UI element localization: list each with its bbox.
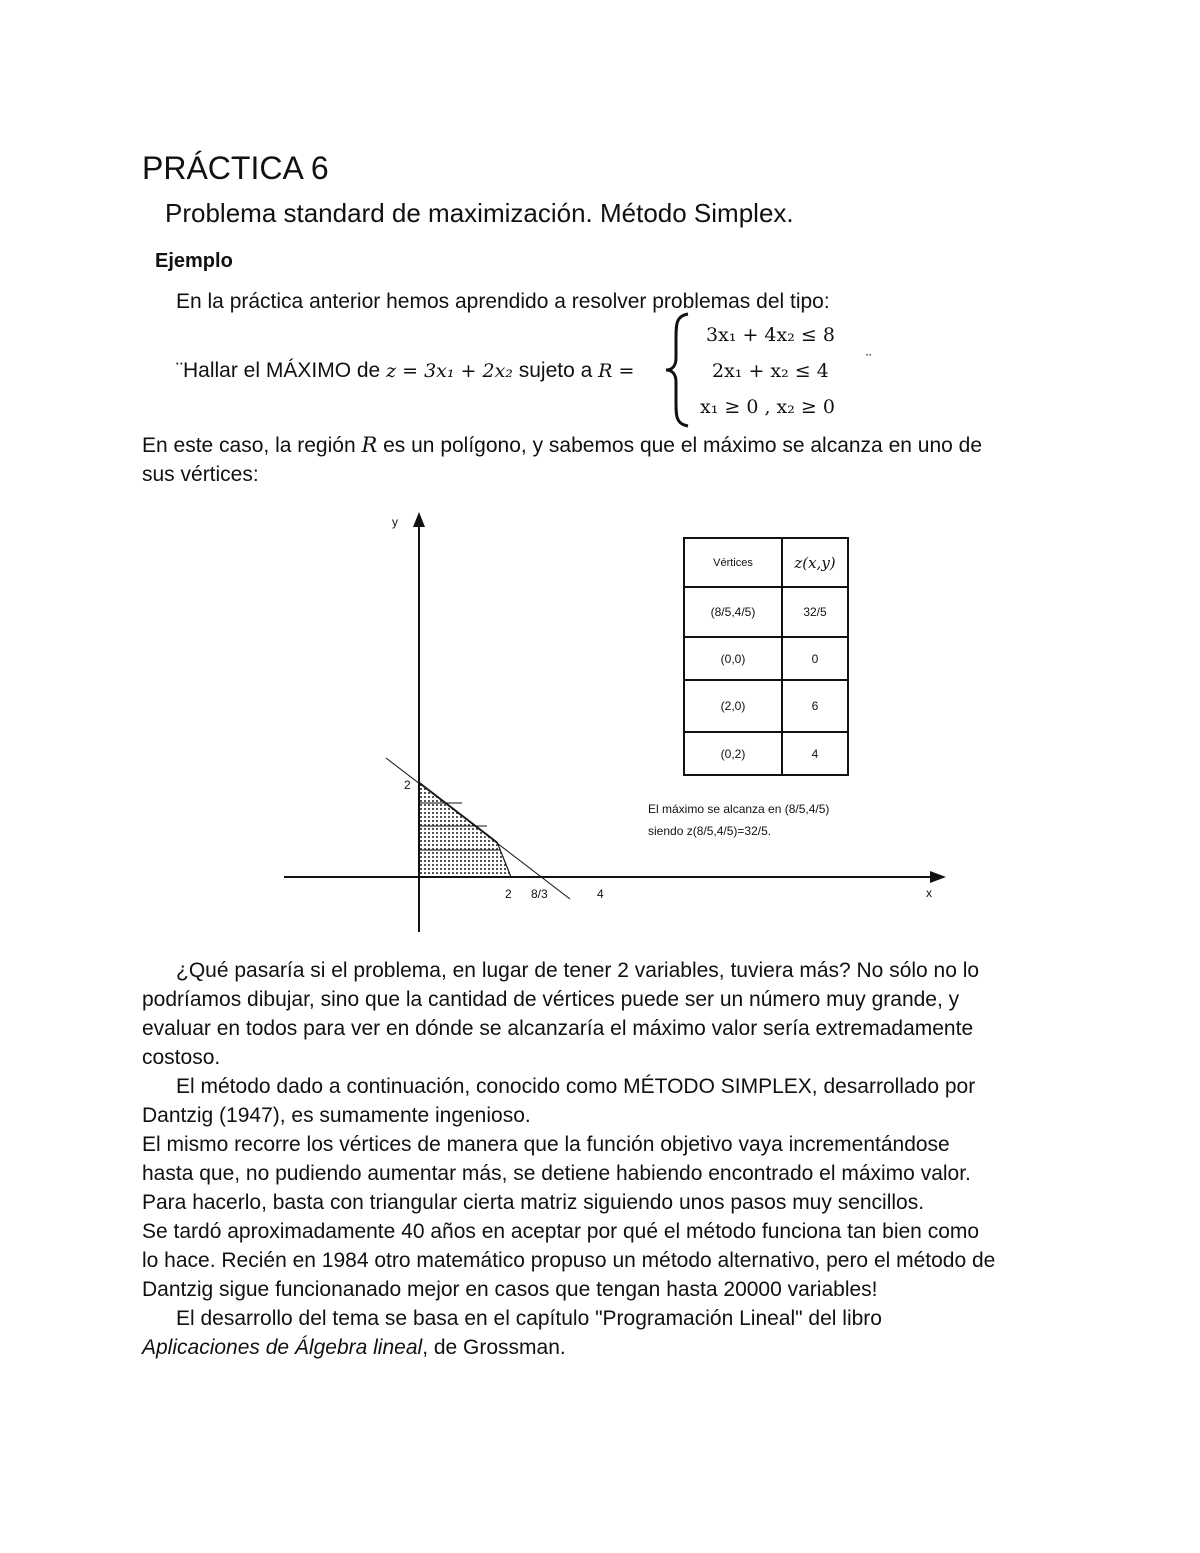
open-quote: ¨ [176,359,183,382]
paragraph-line: podríamos dibujar, sino que la cantidad de vértices puede ser un número muy grande, y [142,988,960,1011]
paragraph-line: lo hace. Recién en 1984 otro matemático propuso un método alternativo, pero el método de [142,1249,996,1272]
paragraph-line: El desarrollo del tema se basa en el capítulo "Programación Lineal" del libro [176,1307,882,1330]
region-text-b: es un polígono, y sabemos que el máximo se alcanza en uno de [377,434,982,457]
x-tick-label: 2 [505,887,512,901]
paragraph-line: Dantzig sigue funcionanado mejor en casos que tengan hasta 20000 variables! [142,1278,878,1301]
table-row [684,637,848,680]
x-tick-label: 8/3 [531,887,548,901]
paragraph-line: Se tardó aproximadamente 40 años en aceptar por qué el método funciona tan bien como [142,1220,980,1243]
paragraph-line: Dantzig (1947), es sumamente ingenioso. [142,1104,531,1127]
paragraph-line: ¿Qué pasaría si el problema, en lugar de tener 2 variables, tuviera más? No sólo no lo [176,959,980,982]
page-subtitle: Problema standard de maximización. Método Simplex. [165,198,794,228]
page-title: PRÁCTICA 6 [142,150,329,186]
y-tick-label: 2 [404,778,411,792]
graph-annotation-line1: El máximo se alcanza en (8/5,4/5) [648,802,830,816]
paragraph-line: evaluar en todos para ver en dónde se alcanzaría el máximo valor sería extremadamente [142,1017,974,1040]
paragraph-line: El mismo recorre los vértices de manera que la función objetivo vaya incrementándose [142,1133,950,1156]
book-title: Aplicaciones de Álgebra lineal [142,1336,423,1359]
table-cell: 6 [782,680,848,732]
problem-prefix: Hallar el MÁXIMO de [183,359,387,382]
y-axis-label: y [392,515,398,529]
y-axis-arrow-icon [413,512,425,527]
region-text-line2: sus vértices: [142,463,259,486]
intro-text: En la práctica anterior hemos aprendido a resolver problemas del tipo: [176,290,830,313]
constraint-1: 3x₁ + 4x₂ ≤ 8 [706,324,835,346]
problem-middle: sujeto a [512,359,599,382]
x-axis-label: x [926,886,932,900]
table-cell: 4 [782,732,848,775]
table-header-row [684,538,848,587]
region-text-R: R [361,433,378,457]
table-row [684,587,848,637]
constraint-3: x₁ ≥ 0 , x₂ ≥ 0 [700,396,835,418]
section-heading: Ejemplo [155,250,233,272]
close-quote: ¨ [866,352,872,369]
x-axis-arrow-icon [930,871,946,883]
table-header-cell: Vértices [684,538,782,587]
paragraph-line: El método dado a continuación, conocido como MÉTODO SIMPLEX, desarrollado por [176,1075,976,1098]
feasible-region [419,782,511,877]
table-cell: (8/5,4/5) [684,587,782,637]
table-row [684,680,848,732]
constraint-2: 2x₁ + x₂ ≤ 4 [712,360,829,382]
vertex-table [683,537,849,776]
paragraph-line: costoso. [142,1046,221,1069]
table-cell: (2,0) [684,680,782,732]
table-header-cell: z(x,y) [782,538,848,587]
table-cell: 32/5 [782,587,848,637]
citation-line [142,1333,1082,1362]
table-cell: (0,2) [684,732,782,775]
table-cell: 0 [782,637,848,680]
citation-rest: , de Grossman. [422,1336,566,1359]
table-row [684,732,848,775]
paragraph-line: Para hacerlo, basta con triangular cierta matriz siguiendo unos pasos muy sencillos. [142,1191,925,1214]
region-text-a: En este caso, la región [142,434,362,457]
table-cell: (0,0) [684,637,782,680]
graph-annotation-line2: siendo z(8/5,4/5)=32/5. [648,824,772,838]
body-text [142,956,1082,1362]
x-tick-label: 4 [597,887,604,901]
objective-function: z = 3x₁ + 2x₂ [386,360,513,382]
paragraph-line: hasta que, no pudiendo aumentar más, se detiene habiendo encontrado el máximo valor. [142,1162,971,1185]
region-symbol: R = [598,360,635,382]
